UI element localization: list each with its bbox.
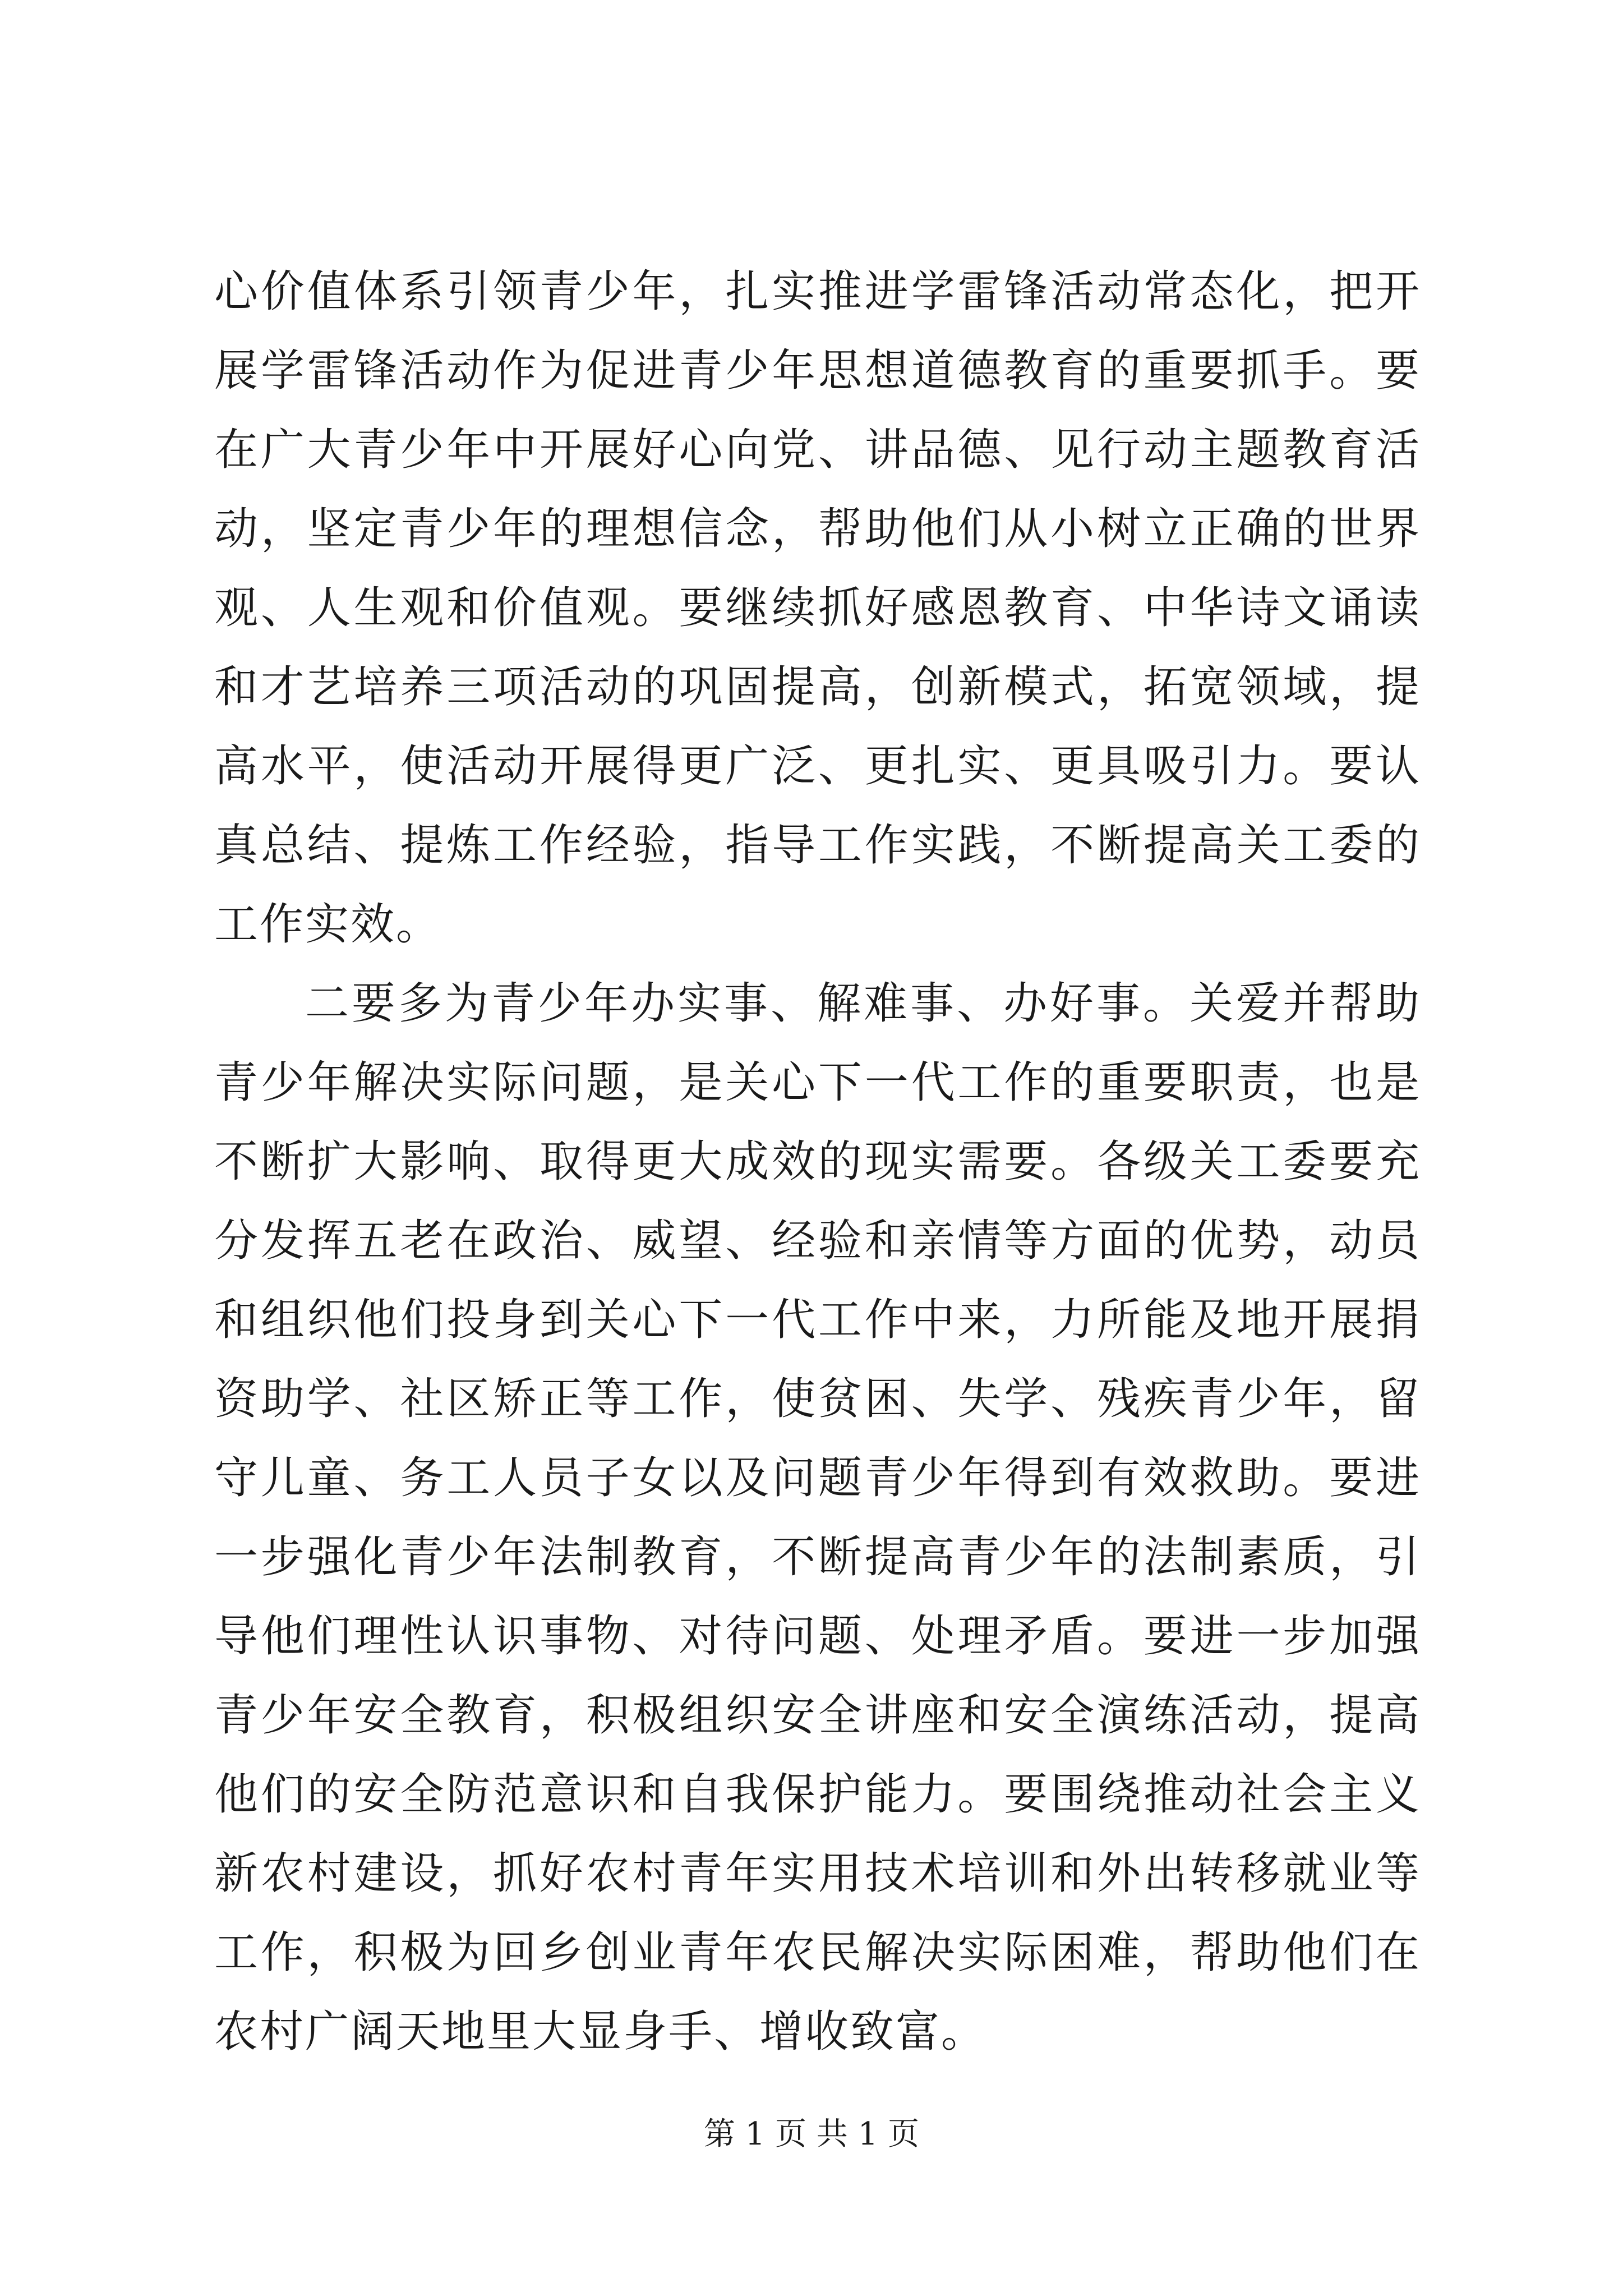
paragraph-2: 二要多为青少年办实事、解难事、办好事。关爱并帮助青少年解决实际问题，是关心下一代工作的重要职责，也是不断扩大影响、取得更大成效的现实需要。各级关工委要充分发挥五老在政治、威望、经验和亲情等方面的优势，动员和组织他们投身到关心下一代工作中来，力所能及地开展捐资助学、社区矫正等工作，使贫困、失学、残疾青少年，留守儿童、务工人员子女以及问题青少年得到有效救助。要进一步强化青少年法制教育，不断提高青少年的法制素质，引导他们理性认识事物、对待问题、处理矛盾。要进一步加强青少年安全教育，积极组织安全讲座和安全演练活动，提高他们的安全防范意识和自我保护能力。要围绕推动社会主义新农村建设，抓好农村青年实用技术培训和外出转移就业等工作，积极为回乡创业青年农民解决实际困难，帮助他们在农村广阔天地里大显身手、增收致富。 [214,978,1421,2057]
page-footer: 第 1 页 共 1 页 [703,2116,920,2152]
document-body [214,252,1421,2072]
paragraph-1: 心价值体系引领青少年，扎实推进学雷锋活动常态化，把开展学雷锋活动作为促进青少年思想道德教育的重要抓手。要在广大青少年中开展好心向党、讲品德、见行动主题教育活动，坚定青少年的理想信念，帮助他们从小树立正确的世界观、人生观和价值观。要继续抓好感恩教育、中华诗文诵读和才艺培养三项活动的巩固提高，创新模式，拓宽领域，提高水平，使活动开展得更广泛、更扎实、更具吸引力。要认真总结、提炼工作经验，指导工作实践，不断提高关工委的工作实效。 [214,266,1421,950]
